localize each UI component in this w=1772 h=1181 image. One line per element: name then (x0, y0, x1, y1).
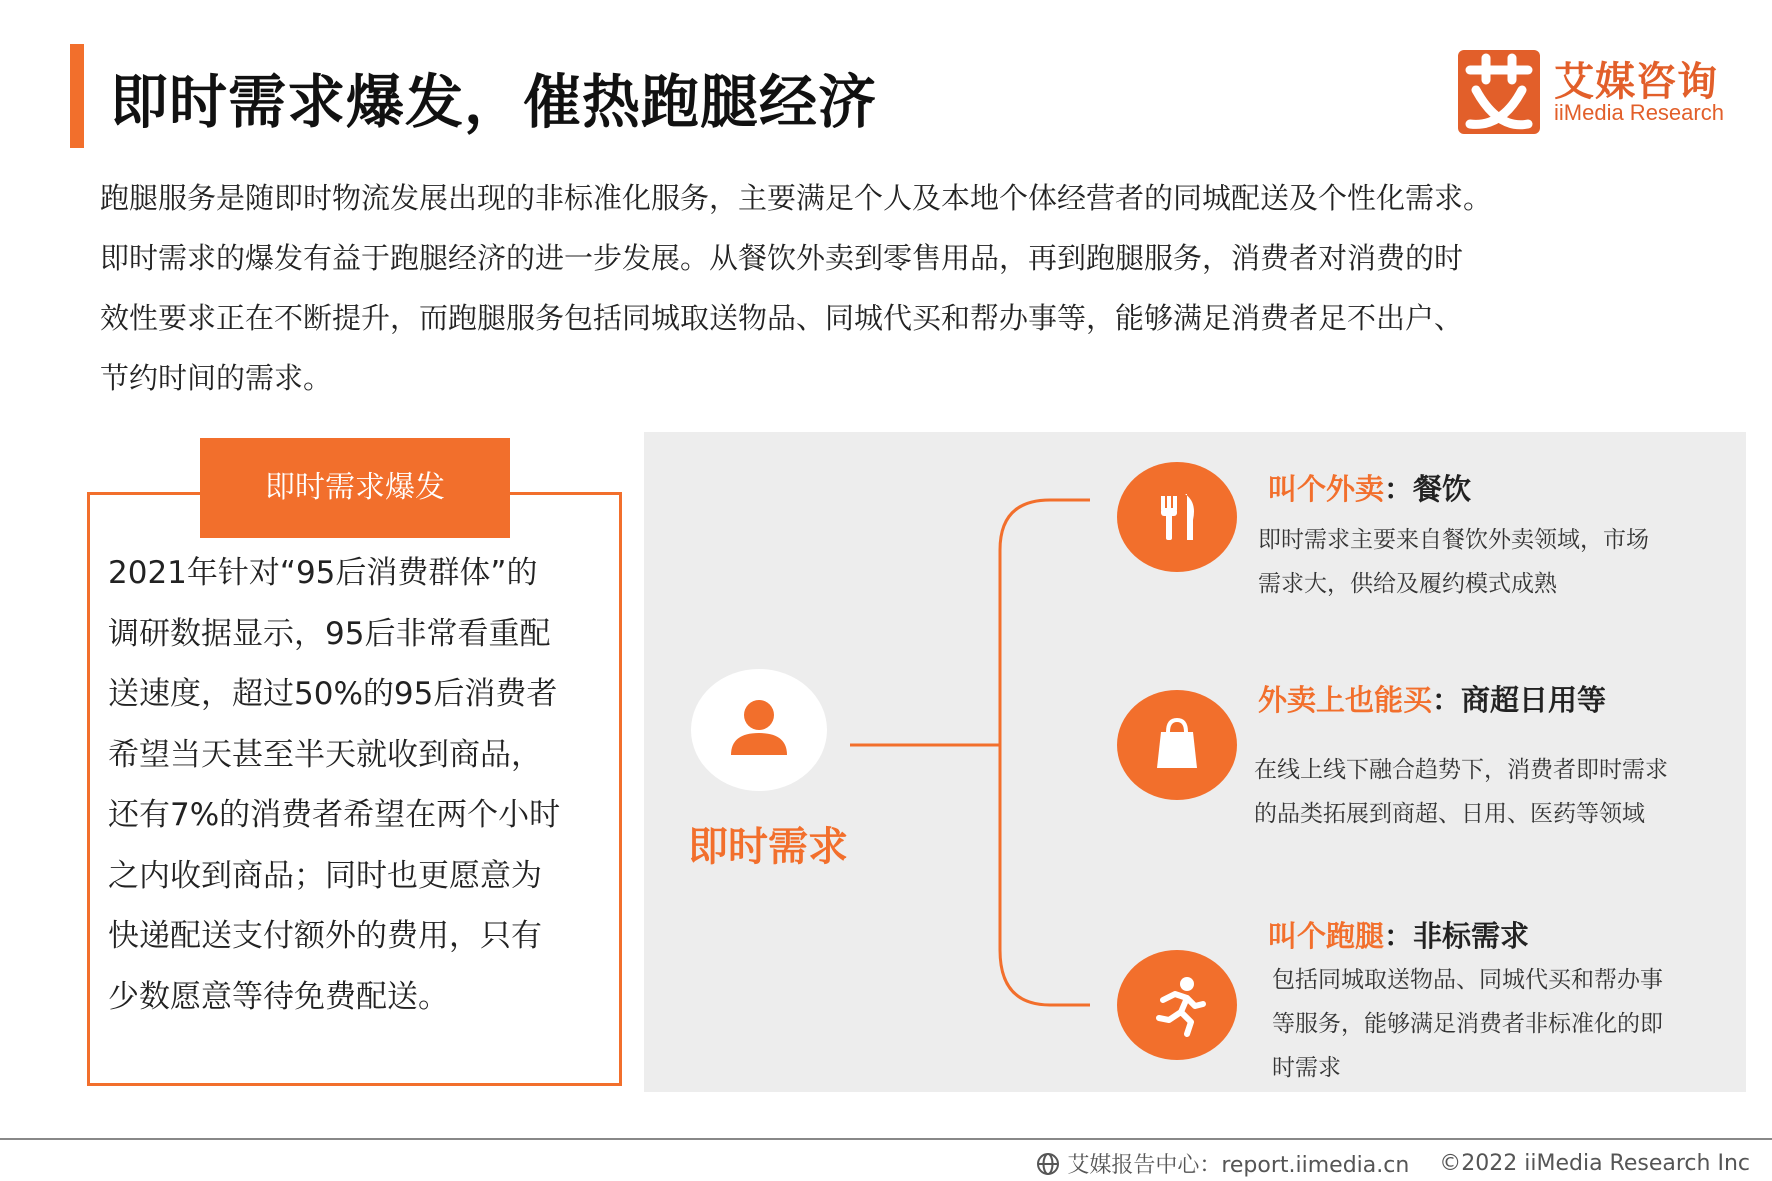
intro-paragraph-2-line-2: 效性要求正在不断提升，而跑腿服务包括同城取送物品、同城代买和帮办事等，能够满足消费者足不出户、 (100, 301, 1464, 335)
user-icon (691, 669, 827, 791)
shopping-bag-icon (1117, 690, 1237, 800)
intro-paragraph-1: 跑腿服务是随即时物流发展出现的非标准化服务，主要满足个人及本地个体经营者的同城配送及个性化需求。 (100, 181, 1493, 215)
branch-desc-food: 即时需求主要来自餐饮外卖领域，市场 需求大，供给及履约模式成熟 (1258, 527, 1649, 597)
center-user-circle (691, 669, 827, 791)
footer (1035, 1148, 1750, 1179)
survey-line: 快递配送支付额外的费用，只有 (108, 918, 542, 954)
fork-knife-icon (1117, 462, 1237, 572)
logo-name-en: iiMedia Research (1554, 100, 1724, 125)
survey-line: 调研数据显示，95后非常看重配 (108, 615, 551, 652)
branch-icon-shopping (1117, 690, 1237, 800)
survey-line: 2021年针对“95后消费群体”的 (108, 555, 538, 591)
branch-desc-shopping: 在线上线下融合趋势下，消费者即时需求 的品类拓展到商超、日用、医药等领域 (1254, 757, 1668, 827)
branch-title-food: 叫个外卖：餐饮 (1268, 472, 1472, 506)
footer-divider (0, 1138, 1772, 1140)
survey-box-tab: 即时需求爆发 (200, 438, 510, 538)
branch-title-shopping: 外卖上也能买：商超日用等 (1258, 683, 1607, 717)
intro-paragraph-2-line-1: 即时需求的爆发有益于跑腿经济的进一步发展。从餐饮外卖到零售用品，再到跑腿服务，消费者对消费的时 (100, 241, 1464, 275)
center-label: 即时需求 (688, 824, 848, 870)
page-title: 即时需求爆发，催热跑腿经济 (110, 68, 878, 136)
survey-line: 希望当天甚至半天就收到商品， (108, 736, 542, 773)
survey-line: 送速度，超过50%的95后消费者 (108, 676, 558, 712)
survey-line: 少数愿意等待免费配送。 (108, 978, 449, 1015)
intro-paragraph-2-line-3: 节约时间的需求。 (100, 361, 333, 395)
footer-copyright: ©2022 iiMedia Research Inc (1439, 1151, 1750, 1176)
survey-line: 还有7%的消费者希望在两个小时 (108, 797, 561, 833)
globe-icon (1035, 1151, 1061, 1177)
branch-icon-food (1117, 462, 1237, 572)
runner-icon (1117, 950, 1237, 1060)
footer-source: 艾媒报告中心：report.iimedia.cn (1067, 1153, 1410, 1178)
branch-icon-errand (1117, 950, 1237, 1060)
survey-line: 之内收到商品；同时也更愿意为 (108, 857, 542, 894)
branch-title-errand: 叫个跑腿：非标需求 (1268, 919, 1530, 953)
logo-name-cn: 艾媒咨询 (1554, 59, 1718, 105)
branch-desc-errand: 包括同城取送物品、同城代买和帮办事 等服务，能够满足消费者非标准化的即 时需求 (1272, 967, 1663, 1081)
